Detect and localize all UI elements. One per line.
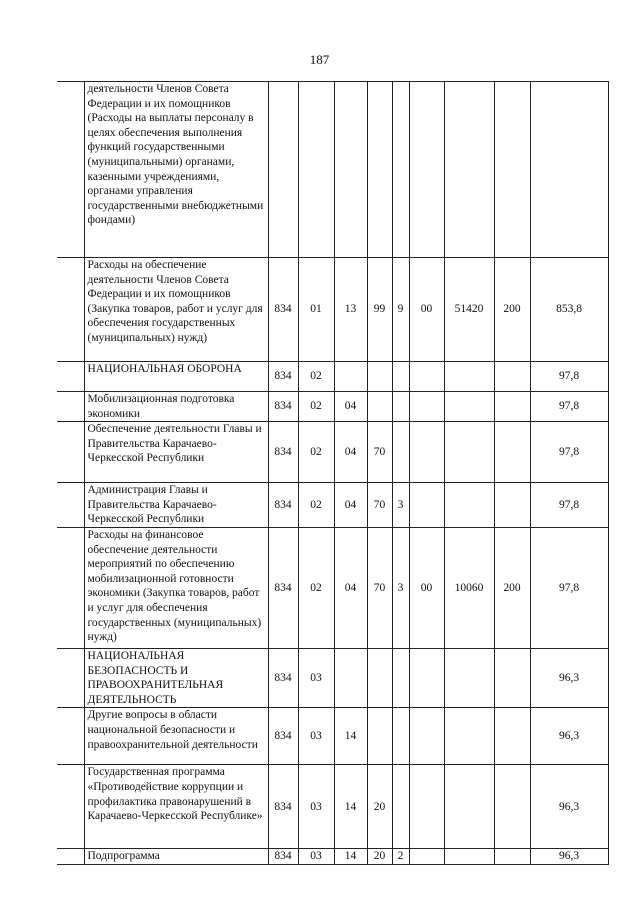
program-cell — [367, 362, 392, 392]
spacer-cell — [57, 849, 84, 865]
amount-cell — [530, 765, 608, 849]
amount-cell — [530, 483, 608, 528]
code-value: 834 — [274, 671, 292, 684]
vr-cell — [494, 708, 530, 765]
article-cell — [444, 362, 494, 392]
vr-cell — [494, 648, 530, 707]
item-name: Государственная программа «Противодействие коррупции и профилактика правонарушений в Карачаево-Черкесской Республике» — [87, 766, 263, 823]
subsection-cell — [334, 527, 367, 648]
direction-cell — [409, 82, 444, 258]
section-cell — [298, 849, 334, 865]
spacer-cell — [57, 765, 84, 849]
direction-cell — [409, 362, 444, 392]
direction-cell — [409, 648, 444, 707]
article-cell — [444, 258, 494, 362]
item-name-cell — [84, 527, 268, 648]
amount-value: 97,8 — [558, 498, 580, 511]
subprogram-cell — [392, 849, 409, 865]
subsection-cell — [334, 422, 367, 483]
program-value: 20 — [373, 800, 386, 813]
table-row — [57, 849, 608, 865]
item-name-cell — [84, 362, 268, 392]
article-cell — [444, 648, 494, 707]
spacer-cell — [57, 362, 84, 392]
spacer-cell — [57, 82, 84, 258]
section-value: 03 — [310, 800, 322, 813]
subsection-value: 14 — [344, 850, 357, 863]
article-cell — [444, 849, 494, 865]
code-cell — [268, 422, 298, 483]
table-row — [57, 82, 608, 258]
item-name: Подпрограмма — [87, 850, 160, 863]
subprogram-cell — [392, 82, 409, 258]
section-cell — [298, 82, 334, 258]
item-name: Расходы на финансовое обеспечение деятельности мероприятий по обеспечению мобилизационной готовности экономики (Закупка товаров, работ и услуг для обеспечения государственных (муниципальных) нужд) — [87, 528, 262, 644]
subsection-cell — [334, 849, 367, 865]
vr-cell — [494, 82, 530, 258]
table-row — [57, 258, 608, 362]
subsection-cell — [334, 362, 367, 392]
spacer-cell — [57, 258, 84, 362]
subprogram-value: 3 — [397, 498, 404, 511]
subprogram-cell — [392, 362, 409, 392]
amount-cell — [530, 258, 608, 362]
code-value: 834 — [274, 370, 292, 383]
code-cell — [268, 765, 298, 849]
amount-value: 97,8 — [558, 581, 580, 594]
table-row — [57, 422, 608, 483]
section-value: 03 — [310, 730, 322, 743]
section-value: 01 — [310, 303, 322, 316]
spacer-cell — [57, 422, 84, 483]
item-name-cell — [84, 483, 268, 528]
subsection-cell — [334, 258, 367, 362]
vr-cell — [494, 849, 530, 865]
program-value: 99 — [373, 303, 386, 316]
subprogram-cell — [392, 483, 409, 528]
amount-cell — [530, 708, 608, 765]
amount-cell — [530, 527, 608, 648]
subsection-cell — [334, 708, 367, 765]
program-cell — [367, 82, 392, 258]
vr-cell — [494, 527, 530, 648]
item-name: деятельности Членов Совета Федерации и их помощников (Расходы на выплаты персоналу в целях обеспечения выполнения функций государственными (муниципальными) органами, казенными учреждениями, органами управления государственными внебюджетными фондами) — [87, 83, 264, 227]
code-cell — [268, 849, 298, 865]
subsection-value: 04 — [344, 581, 357, 594]
section-cell — [298, 392, 334, 422]
item-name: Администрация Главы и Правительства Карачаево-Черкесской Республики — [87, 484, 217, 526]
subsection-value: 14 — [344, 730, 357, 743]
program-cell — [367, 527, 392, 648]
subsection-value: 04 — [344, 445, 357, 458]
program-cell — [367, 648, 392, 707]
subsection-cell — [334, 765, 367, 849]
item-name-cell — [84, 849, 268, 865]
subprogram-value: 9 — [397, 303, 404, 316]
program-value: 70 — [373, 581, 386, 594]
code-cell — [268, 527, 298, 648]
item-name-cell — [84, 82, 268, 258]
code-cell — [268, 258, 298, 362]
section-cell — [298, 708, 334, 765]
article-cell — [444, 82, 494, 258]
section-cell — [298, 362, 334, 392]
direction-cell — [409, 765, 444, 849]
program-cell — [367, 483, 392, 528]
table-row — [57, 527, 608, 648]
direction-cell — [409, 527, 444, 648]
amount-cell — [530, 392, 608, 422]
program-cell — [367, 849, 392, 865]
subsection-cell — [334, 82, 367, 258]
program-cell — [367, 392, 392, 422]
code-value: 834 — [274, 445, 292, 458]
item-name-cell — [84, 392, 268, 422]
subsection-cell — [334, 392, 367, 422]
section-cell — [298, 483, 334, 528]
amount-value: 96,3 — [558, 850, 580, 863]
vr-cell — [494, 765, 530, 849]
amount-value: 97,8 — [558, 400, 580, 413]
subsection-cell — [334, 648, 367, 707]
vr-cell — [494, 258, 530, 362]
program-value: 70 — [373, 498, 386, 511]
direction-cell — [409, 422, 444, 483]
program-value: 20 — [373, 850, 386, 863]
code-value: 834 — [274, 850, 292, 863]
item-name: НАЦИОНАЛЬНАЯ ОБОРОНА — [87, 363, 242, 375]
direction-cell — [409, 708, 444, 765]
vr-cell — [494, 422, 530, 483]
section-value: 02 — [310, 581, 322, 594]
article-cell — [444, 392, 494, 422]
code-cell — [268, 362, 298, 392]
amount-value: 96,3 — [558, 730, 580, 743]
vr-cell — [494, 483, 530, 528]
vr-cell — [494, 362, 530, 392]
amount-value: 97,8 — [558, 445, 580, 458]
program-cell — [367, 765, 392, 849]
code-value: 834 — [274, 730, 292, 743]
amount-cell — [530, 82, 608, 258]
page-number: 187 — [309, 52, 330, 67]
amount-value: 97,8 — [558, 370, 580, 383]
code-cell — [268, 648, 298, 707]
item-name: Мобилизационная подготовка экономики — [87, 393, 235, 420]
subsection-cell — [334, 483, 367, 528]
item-name: Другие вопросы в области национальной безопасности и правоохранительной деятельности — [87, 709, 258, 751]
subprogram-cell — [392, 258, 409, 362]
program-cell — [367, 258, 392, 362]
code-value: 834 — [274, 581, 292, 594]
item-name-cell — [84, 708, 268, 765]
table-row — [57, 765, 608, 849]
amount-value: 96,3 — [558, 800, 580, 813]
code-cell — [268, 392, 298, 422]
spacer-cell — [57, 527, 84, 648]
section-value: 02 — [310, 445, 322, 458]
article-value: 51420 — [454, 303, 484, 316]
amount-value: 853,8 — [556, 303, 582, 316]
article-cell — [444, 483, 494, 528]
item-name-cell — [84, 422, 268, 483]
section-value: 03 — [310, 671, 322, 684]
amount-cell — [530, 422, 608, 483]
article-value: 10060 — [454, 581, 484, 594]
budget-table — [57, 81, 609, 865]
section-cell — [298, 258, 334, 362]
program-value: 70 — [373, 445, 386, 458]
subprogram-cell — [392, 527, 409, 648]
section-value: 02 — [310, 400, 322, 413]
section-value: 03 — [310, 850, 322, 863]
subprogram-cell — [392, 708, 409, 765]
item-name: НАЦИОНАЛЬНАЯ БЕЗОПАСНОСТЬ И ПРАВООХРАНИТЕЛЬНАЯ ДЕЯТЕЛЬНОСТЬ — [87, 649, 224, 706]
amount-cell — [530, 362, 608, 392]
item-name-cell — [84, 765, 268, 849]
table-row — [57, 648, 608, 707]
subsection-value: 13 — [344, 303, 357, 316]
program-cell — [367, 422, 392, 483]
subprogram-cell — [392, 392, 409, 422]
spacer-cell — [57, 392, 84, 422]
section-cell — [298, 648, 334, 707]
amount-value: 96,3 — [558, 671, 580, 684]
code-cell — [268, 483, 298, 528]
subprogram-value: 2 — [397, 850, 404, 863]
item-name: Обеспечение деятельности Главы и Правительства Карачаево-Черкесской Республики — [87, 423, 262, 465]
table-row — [57, 362, 608, 392]
vr-cell — [494, 392, 530, 422]
subsection-value: 04 — [344, 498, 357, 511]
direction-cell — [409, 483, 444, 528]
subprogram-value: 3 — [397, 581, 404, 594]
spacer-cell — [57, 483, 84, 528]
direction-value: 00 — [420, 581, 433, 594]
article-cell — [444, 527, 494, 648]
item-name: Расходы на обеспечение деятельности Членов Совета Федерации и их помощников (Закупка товаров, работ и услуг для обеспечения государственных (муниципальных) нужд) — [87, 259, 263, 344]
code-value: 834 — [274, 800, 292, 813]
amount-cell — [530, 648, 608, 707]
table-row — [57, 483, 608, 528]
subprogram-cell — [392, 422, 409, 483]
code-value: 834 — [274, 400, 292, 413]
spacer-cell — [57, 708, 84, 765]
section-cell — [298, 422, 334, 483]
subsection-value: 04 — [344, 400, 357, 413]
direction-cell — [409, 392, 444, 422]
code-cell — [268, 708, 298, 765]
item-name-cell — [84, 258, 268, 362]
code-value: 834 — [274, 498, 292, 511]
direction-cell — [409, 849, 444, 865]
program-cell — [367, 708, 392, 765]
direction-value: 00 — [420, 303, 433, 316]
table-row — [57, 708, 608, 765]
amount-cell — [530, 849, 608, 865]
section-value: 02 — [310, 498, 322, 511]
code-value: 834 — [274, 303, 292, 316]
item-name-cell — [84, 648, 268, 707]
subprogram-cell — [392, 648, 409, 707]
section-value: 02 — [310, 370, 322, 383]
section-cell — [298, 527, 334, 648]
article-cell — [444, 708, 494, 765]
article-cell — [444, 422, 494, 483]
subprogram-cell — [392, 765, 409, 849]
spacer-cell — [57, 648, 84, 707]
code-cell — [268, 82, 298, 258]
article-cell — [444, 765, 494, 849]
direction-cell — [409, 258, 444, 362]
vr-value: 200 — [503, 581, 521, 594]
table-row — [57, 392, 608, 422]
subsection-value: 14 — [344, 800, 357, 813]
section-cell — [298, 765, 334, 849]
vr-value: 200 — [503, 303, 521, 316]
